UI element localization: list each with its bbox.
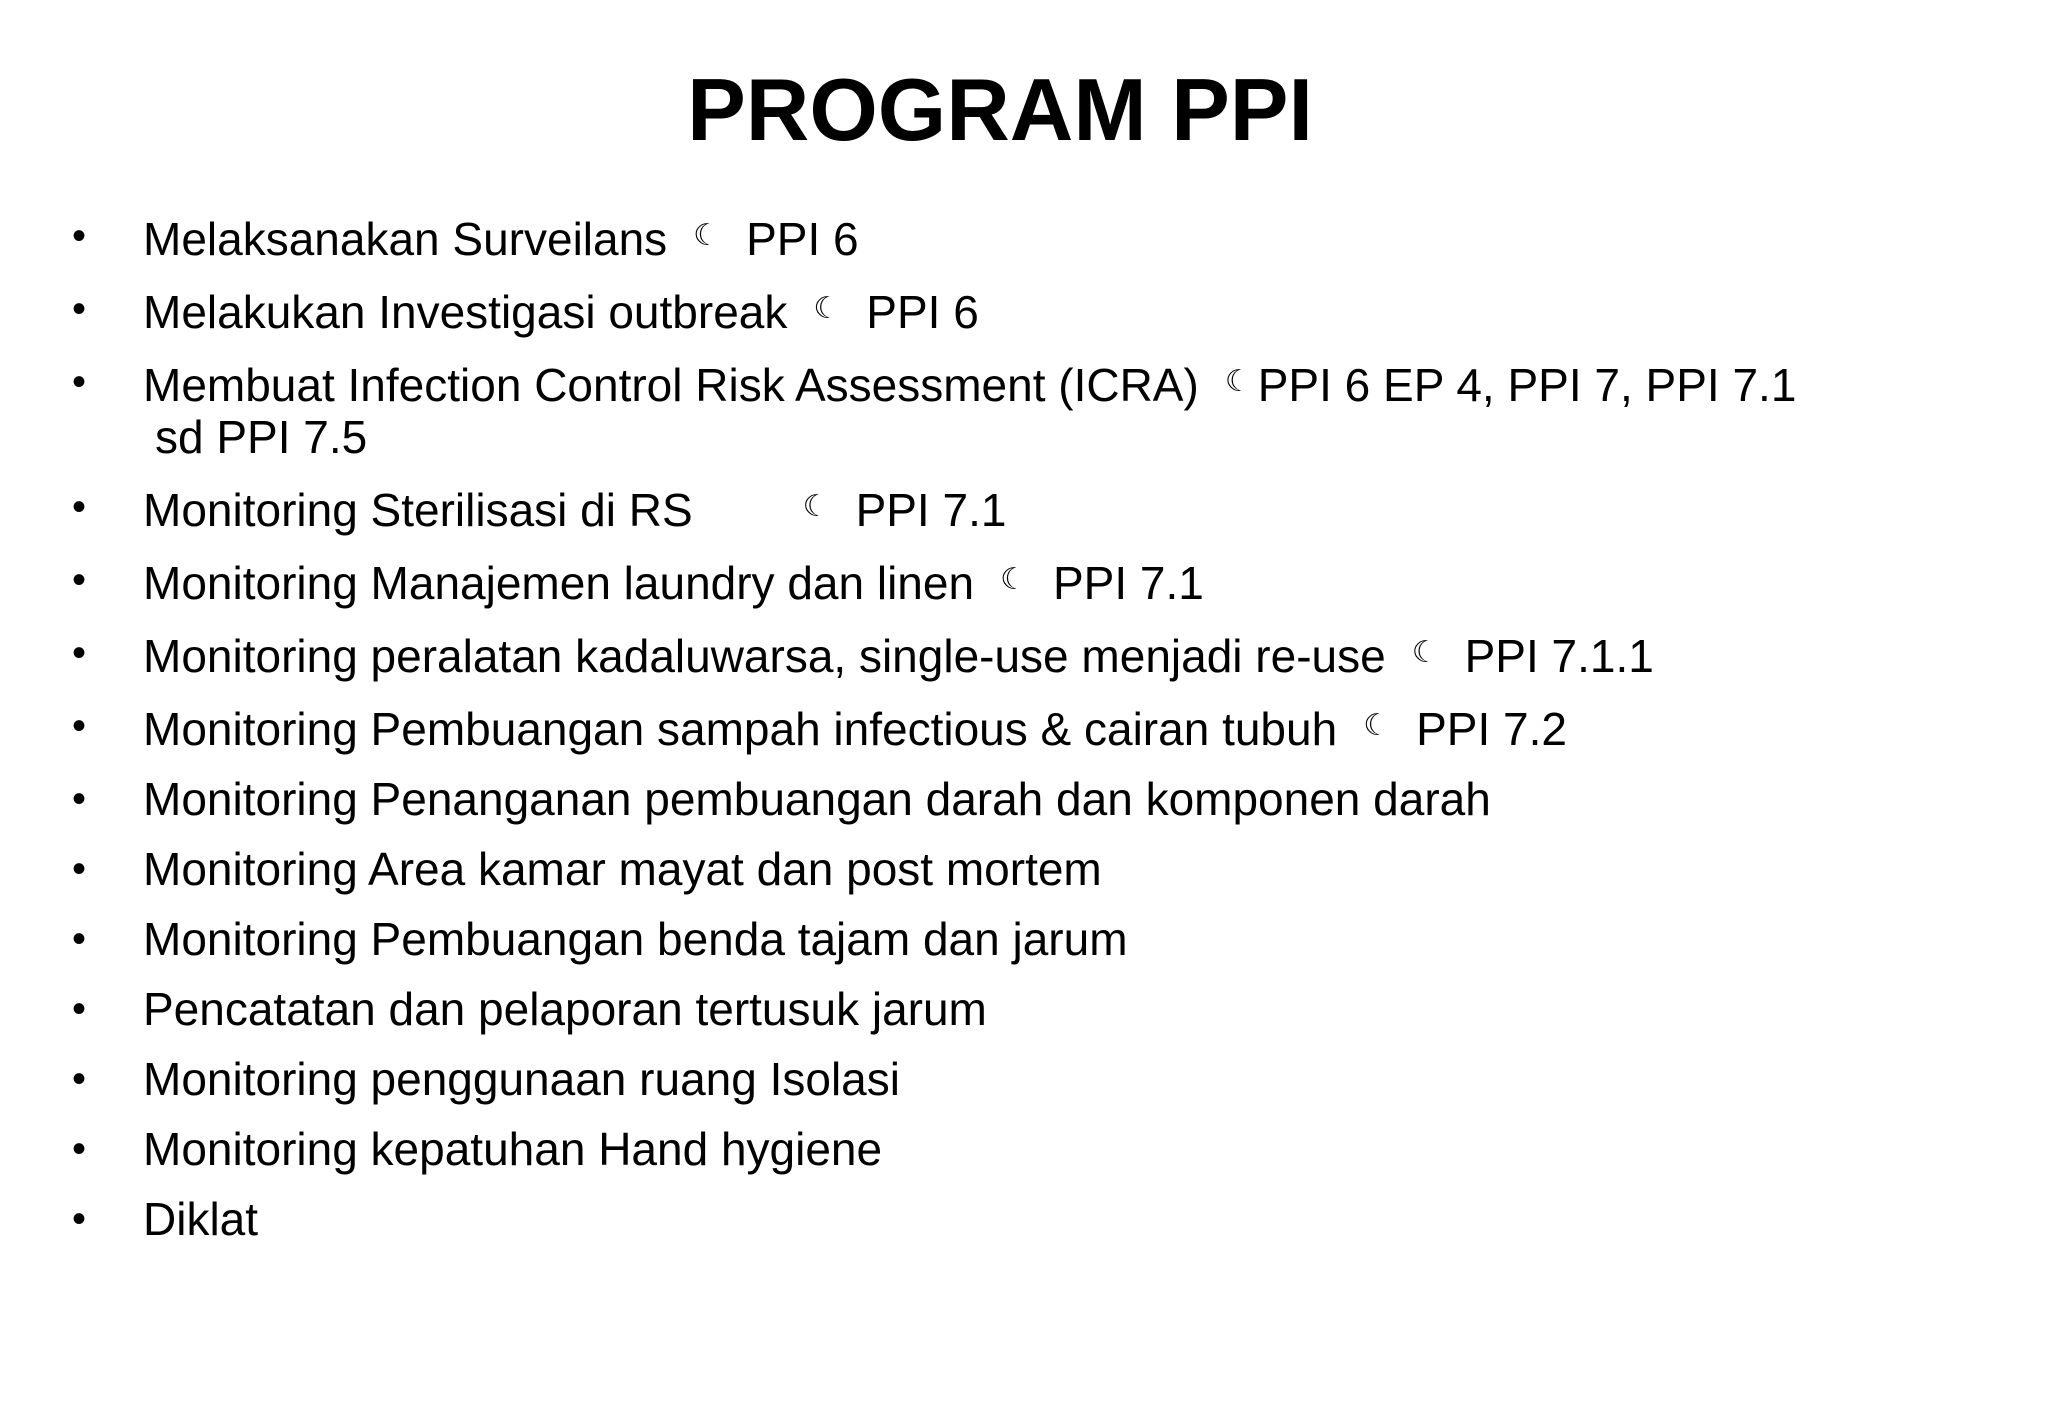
item-ref: PPI 6 <box>746 213 859 265</box>
bullet-icon: • <box>72 704 87 748</box>
item-ref: PPI 7.2 <box>1416 703 1567 755</box>
item-ref: PPI 7.1 <box>855 484 1007 536</box>
list-item <box>0 1053 2048 1105</box>
item-text: Monitoring peralatan kadaluwarsa, single-use menjadi re-use <box>143 630 1386 682</box>
list-item <box>0 283 2048 338</box>
list-item <box>0 554 2048 609</box>
list-item <box>0 1123 2048 1175</box>
crescent-arrow-icon: ☾ <box>1224 364 1252 399</box>
list-item <box>0 983 2048 1035</box>
bullet-icon: • <box>72 287 87 331</box>
list-item <box>0 627 2048 682</box>
bullet-icon: • <box>72 777 87 821</box>
item-ref-continuation: sd PPI 7.5 <box>155 411 368 463</box>
list-item <box>0 210 2048 265</box>
bullet-icon: • <box>72 485 87 529</box>
list-item <box>0 1193 2048 1245</box>
item-ref: PPI 6 <box>866 286 979 338</box>
item-text: Monitoring Sterilisasi di RS <box>143 484 693 536</box>
item-text: Membuat Infection Control Risk Assessment (ICRA) <box>143 359 1199 411</box>
crescent-arrow-icon: ☾ <box>1363 708 1391 743</box>
item-ref: PPI 6 EP 4, PPI 7, PPI 7.1 <box>1257 359 1797 411</box>
crescent-arrow-icon: ☾ <box>693 218 721 253</box>
item-text: Monitoring kepatuhan Hand hygiene <box>143 1123 883 1175</box>
bullet-icon: • <box>72 917 87 961</box>
item-text: Diklat <box>143 1193 259 1245</box>
item-ref: PPI 7.1.1 <box>1464 630 1654 682</box>
list-item <box>0 356 2048 463</box>
crescent-arrow-icon: ☾ <box>813 291 841 326</box>
list-item <box>0 773 2048 825</box>
item-text: Melakukan Investigasi outbreak <box>143 286 788 338</box>
list-item <box>0 913 2048 965</box>
bullet-icon: • <box>72 847 87 891</box>
list-item <box>0 843 2048 895</box>
crescent-arrow-icon: ☾ <box>1000 562 1027 597</box>
bullet-icon: • <box>72 987 87 1031</box>
bullet-icon: • <box>72 1197 87 1241</box>
item-ref: PPI 7.1 <box>1052 557 1204 609</box>
bullet-icon: • <box>72 1127 87 1171</box>
program-list <box>0 210 2048 1263</box>
slide-title: PROGRAM PPI <box>687 60 1313 159</box>
item-text: Monitoring Area kamar mayat dan post mortem <box>143 843 1102 895</box>
item-text: Monitoring penggunaan ruang Isolasi <box>143 1053 900 1105</box>
list-item <box>0 481 2048 536</box>
item-text: Monitoring Manajemen laundry dan linen <box>143 557 975 609</box>
crescent-arrow-icon: ☾ <box>802 489 830 524</box>
bullet-icon: • <box>72 631 87 675</box>
bullet-icon: • <box>72 558 87 602</box>
bullet-icon: • <box>72 360 87 404</box>
item-text: Monitoring Pembuangan benda tajam dan jarum <box>143 913 1128 965</box>
item-text: Melaksanakan Surveilans <box>143 213 668 265</box>
bullet-icon: • <box>72 1057 87 1101</box>
bullet-icon: • <box>72 214 87 258</box>
item-text: Monitoring Penanganan pembuangan darah dan komponen darah <box>143 773 1491 825</box>
list-item <box>0 700 2048 755</box>
item-text: Monitoring Pembuangan sampah infectious & cairan tubuh <box>143 703 1338 755</box>
item-text: Pencatatan dan pelaporan tertusuk jarum <box>143 983 987 1035</box>
crescent-arrow-icon: ☾ <box>1411 635 1439 670</box>
